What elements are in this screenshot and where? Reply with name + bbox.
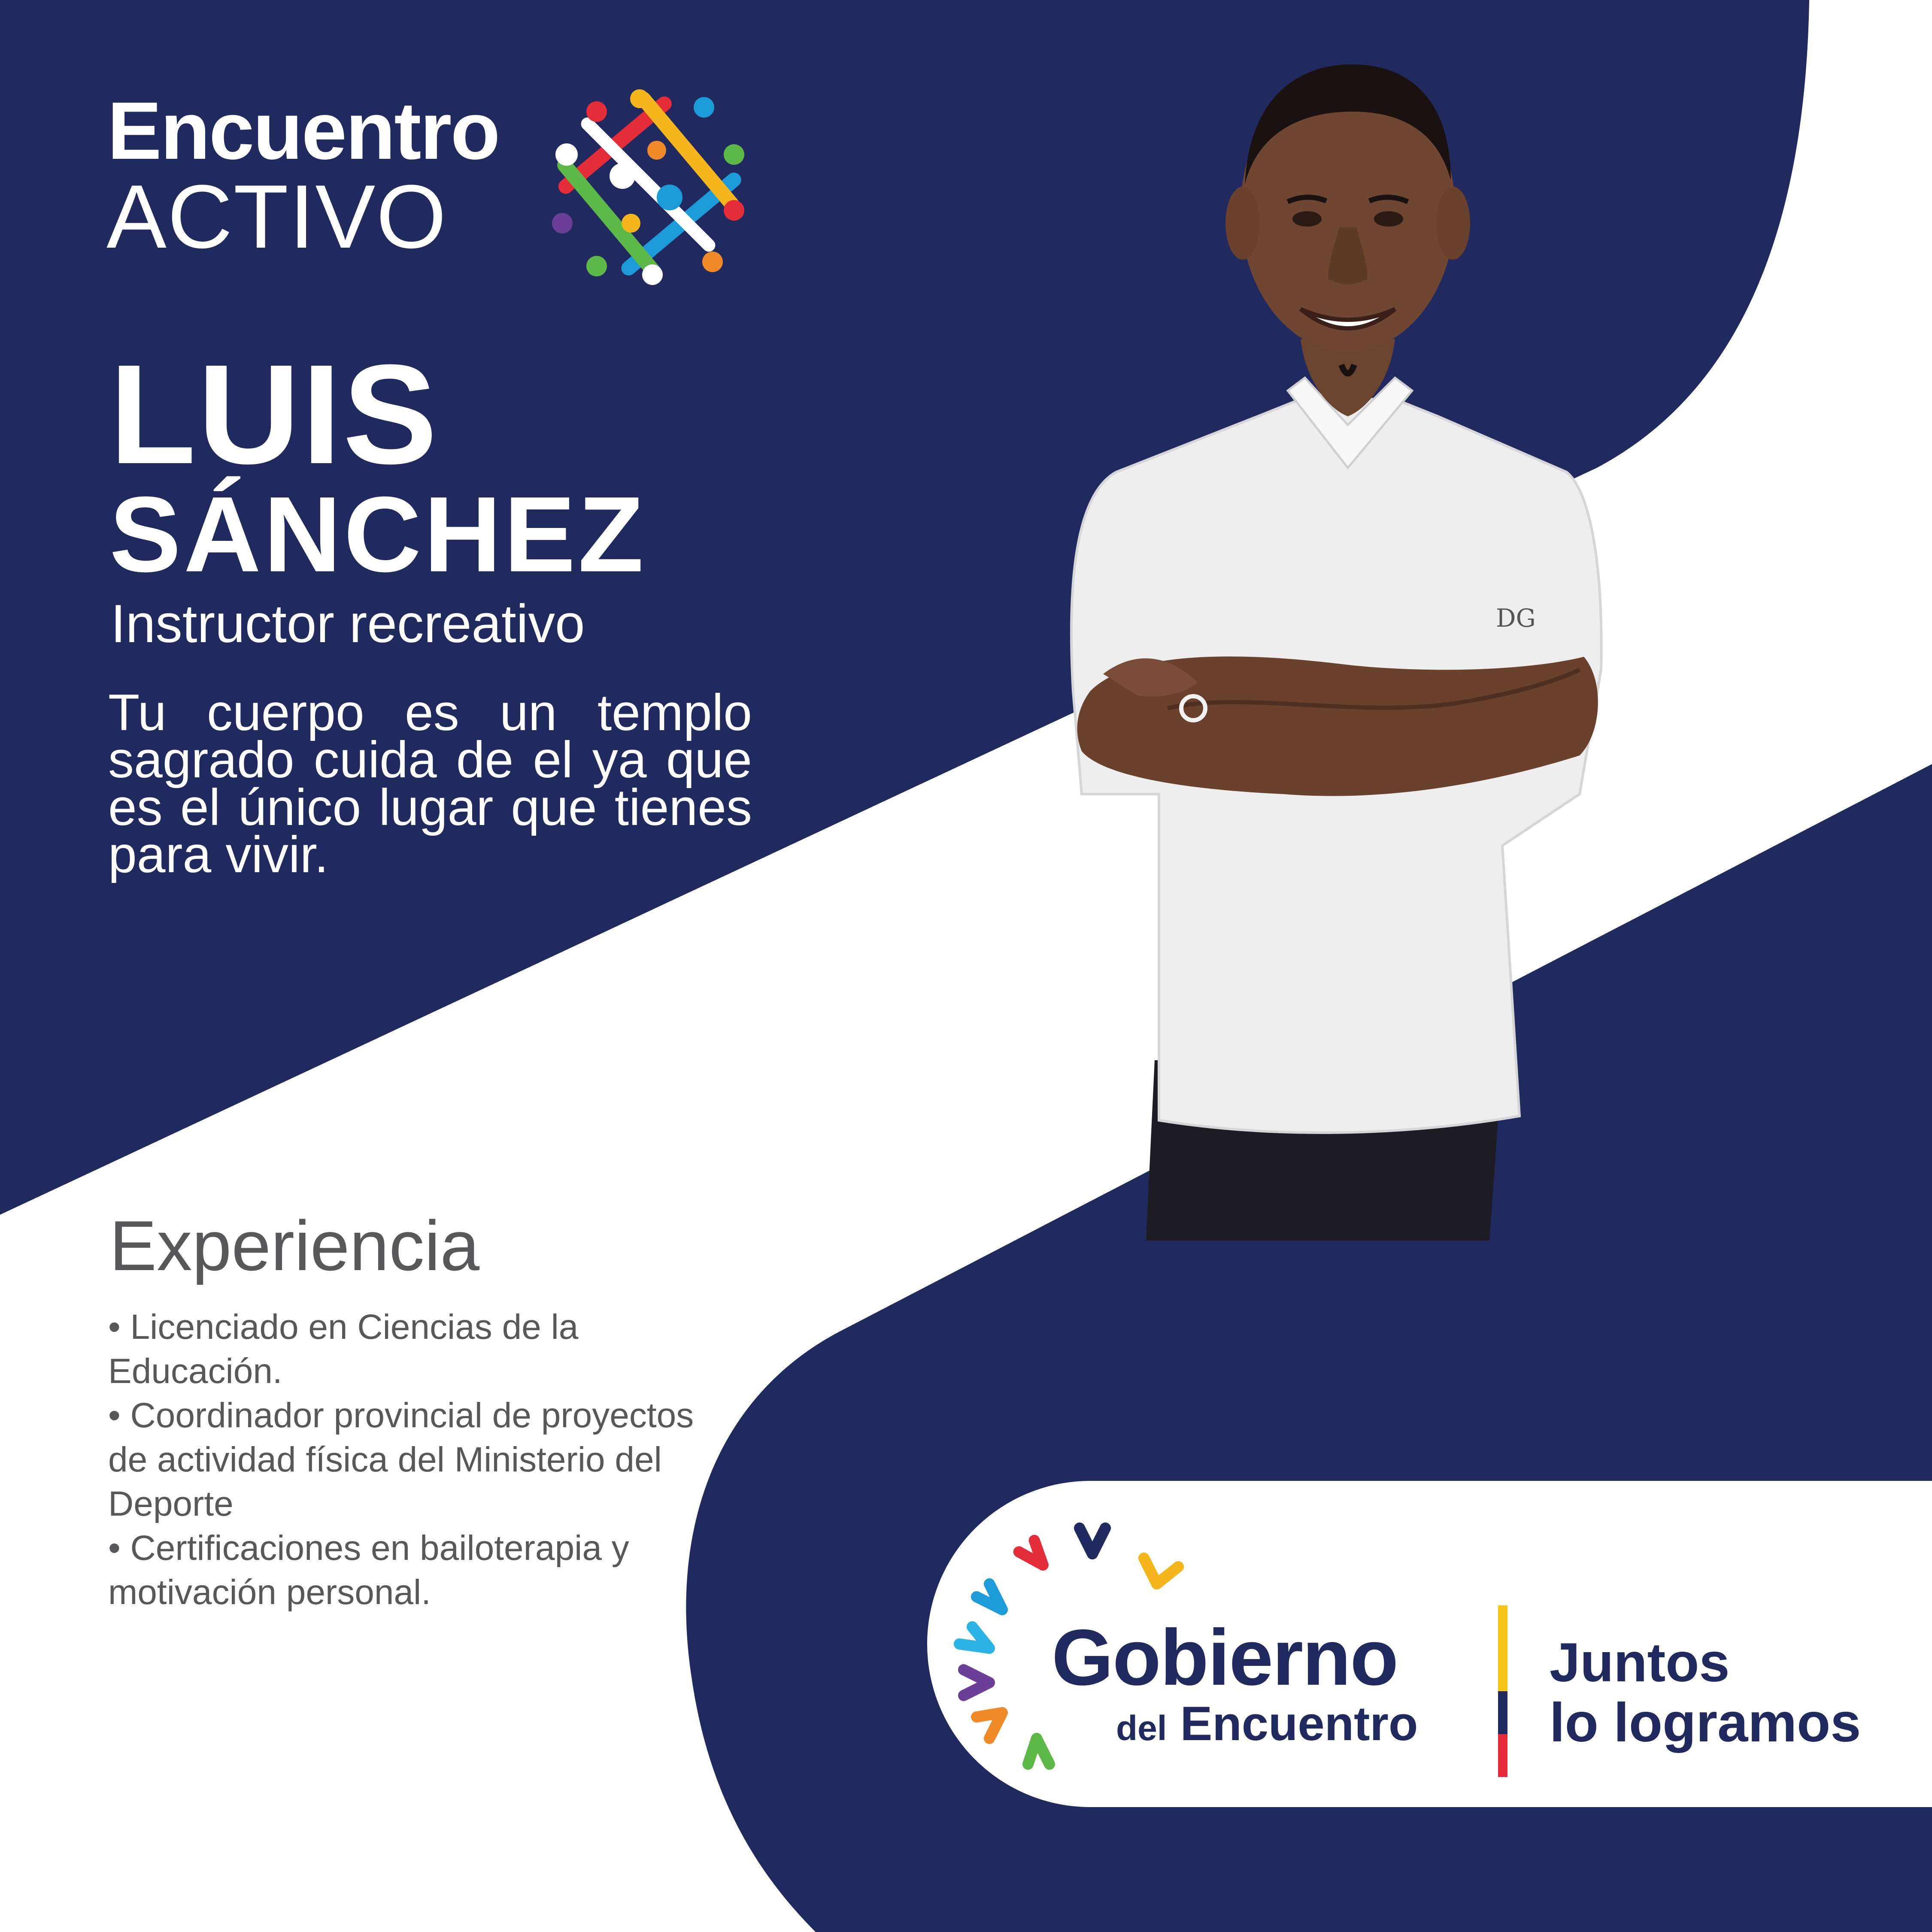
government-name-del: del <box>1116 1709 1167 1748</box>
person-role: Instructor recreativo <box>111 594 585 654</box>
person-last-name: SÁNCHEZ <box>109 474 646 594</box>
slogan-line1: Juntos <box>1550 1632 1730 1693</box>
list-item: • Certificaciones en bailoterapia y motivación personal. <box>108 1529 629 1612</box>
brand-title-line1: Encuentro <box>107 85 499 176</box>
flag-red <box>1498 1734 1507 1777</box>
shirt-logo: DG <box>1496 604 1536 633</box>
list-item: • Coordinador provincial de proyectos de actividad física del Ministerio del Deporte <box>108 1396 694 1523</box>
flag-divider <box>1498 1605 1507 1777</box>
brand-title-line2: ACTIVO <box>106 166 447 267</box>
slogan-line2: lo logramos <box>1550 1692 1861 1753</box>
flag-yellow <box>1498 1605 1507 1691</box>
person-first-name: LUIS <box>109 335 439 493</box>
portrait-photo <box>1026 39 1695 1240</box>
encuentro-activo-logo-icon <box>532 69 764 300</box>
flag-blue <box>1498 1691 1507 1734</box>
government-name-encuentro: Encuentro <box>1180 1697 1418 1750</box>
experience-list <box>108 1305 718 1614</box>
experience-title: Experiencia <box>109 1206 480 1285</box>
person-quote: Tu cuerpo es un templo sagrado cuida de el ya que es el único lugar que tienes para vivir. <box>108 684 752 884</box>
list-item: • Licenciado en Ciencias de la Educación. <box>108 1307 579 1391</box>
government-name-line1: Gobierno <box>1052 1614 1398 1702</box>
government-name-line2 <box>1116 1697 1418 1750</box>
